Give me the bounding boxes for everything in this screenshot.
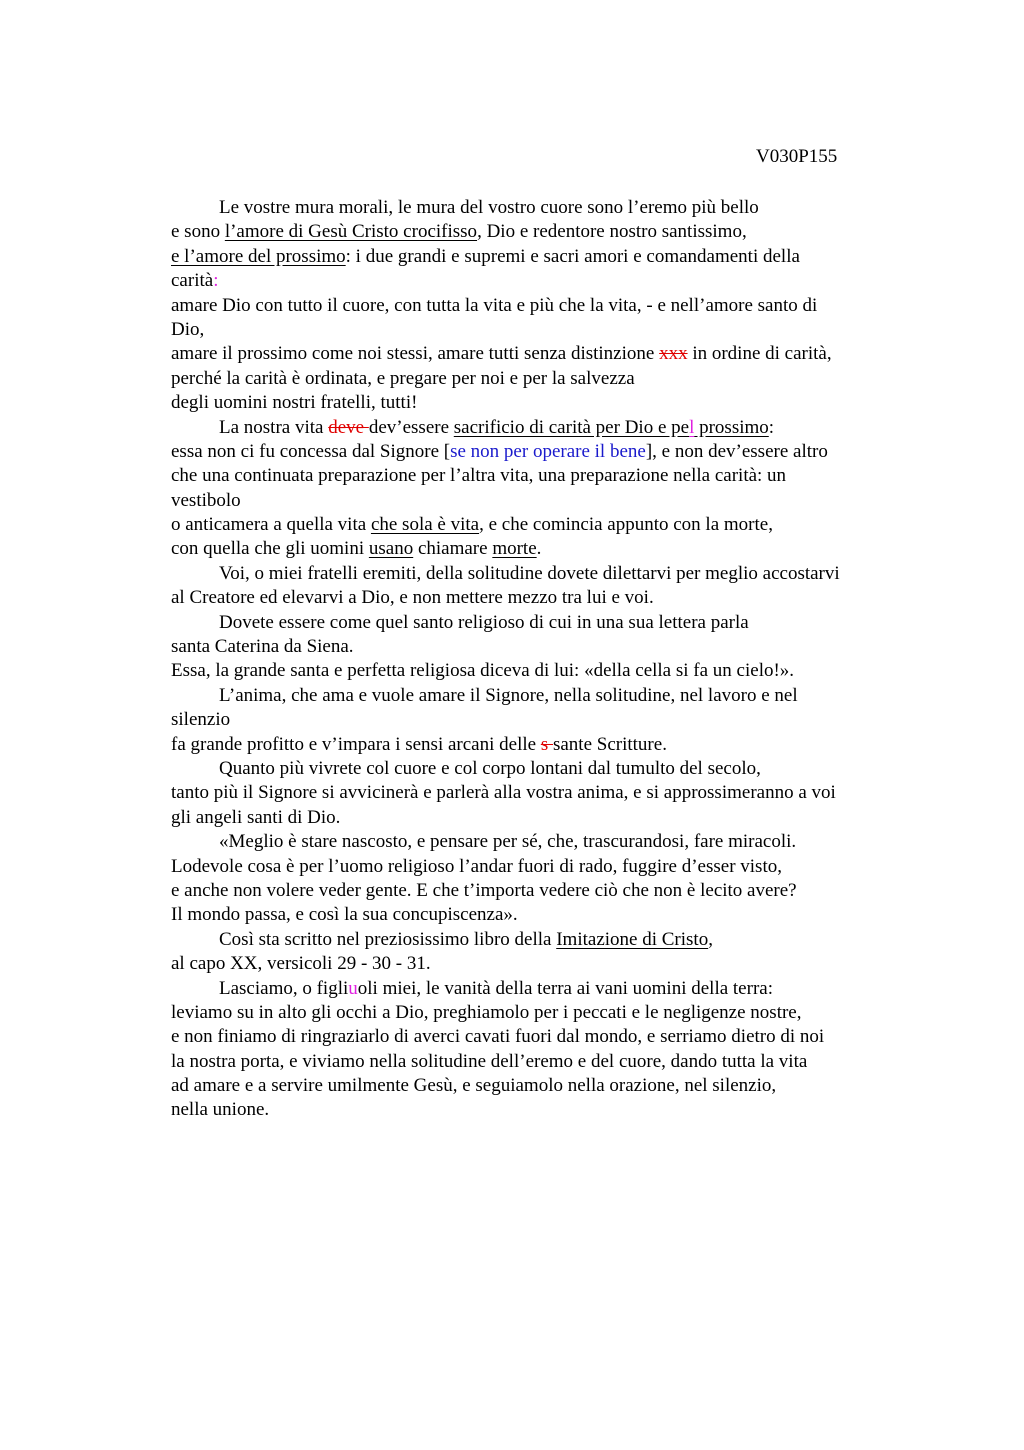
text-segment: e anche non volere veder gente. E che t’importa vedere ciò che non è lecito avere?	[171, 879, 797, 901]
text-segment: :	[768, 416, 775, 438]
text-line	[171, 708, 911, 732]
text-segment: ], e non dev’essere altro	[645, 440, 828, 462]
text-line	[171, 1050, 911, 1074]
underlined-text: usano	[368, 538, 414, 560]
underlined-text: che sola è vita	[370, 514, 480, 536]
text-segment: «Meglio è stare nascosto, e pensare per sé, che, trascurandosi, fare miracoli.	[219, 831, 797, 853]
text-segment: Essa, la grande santa e perfetta religiosa diceva di lui: «della cella si fa un cielo!».	[171, 660, 795, 682]
text-line	[171, 928, 911, 952]
text-line	[171, 220, 911, 244]
inserted-text: se non per operare il bene	[450, 440, 646, 462]
text-line	[171, 245, 911, 269]
underlined-text: morte	[492, 538, 537, 560]
text-segment: santa Caterina da Siena.	[171, 636, 354, 658]
text-segment: leviamo su in alto gli occhi a Dio, preghiamolo per i peccati e le negligenze nostre,	[171, 1001, 802, 1023]
text-line	[171, 537, 911, 561]
text-line	[171, 318, 911, 342]
text-segment: Voi, o miei fratelli eremiti, della solitudine dovete dilettarvi per meglio accostarvi	[219, 562, 840, 584]
text-segment: Così sta scritto nel preziosissimo libro della	[219, 928, 557, 950]
text-segment: silenzio	[171, 709, 231, 731]
text-line	[171, 903, 911, 927]
text-segment: amare il prossimo come noi stessi, amare tutti senza distinzione	[171, 343, 660, 365]
text-line	[171, 513, 911, 537]
text-segment: e non finiamo di ringraziarlo di averci cavati fuori dal mondo, e serriamo dietro di noi	[171, 1026, 825, 1048]
text-line	[171, 781, 911, 805]
text-segment: chiamare	[413, 538, 493, 560]
text-line	[171, 733, 911, 757]
text-segment: Le vostre mura morali, le mura del vostro cuore sono l’eremo più bello	[219, 197, 759, 218]
text-segment: Il mondo passa, e così la sua concupiscenza».	[171, 904, 518, 926]
text-segment: oli miei, le vanità della terra ai vani uomini della terra:	[357, 977, 773, 999]
text-line	[171, 611, 911, 635]
text-segment: ,	[708, 928, 713, 950]
text-segment: gli angeli santi di Dio.	[171, 806, 341, 828]
text-line	[171, 1074, 911, 1098]
text-segment: la nostra porta, e viviamo nella solitudine dell’eremo e del cuore, dando tutta la vita	[171, 1050, 808, 1072]
text-segment: dev’essere	[368, 416, 454, 438]
deleted-text: deve	[328, 416, 369, 438]
text-segment: , e che comincia appunto con la morte,	[479, 514, 773, 536]
deleted-text: xxx	[659, 343, 688, 365]
text-line	[171, 1001, 911, 1025]
text-segment: Dio,	[171, 318, 205, 340]
text-line	[171, 757, 911, 781]
underlined-text: e l’amore del prossimo	[171, 245, 346, 267]
text-segment: L’anima, che ama e vuole amare il Signore, nella solitudine, nel lavoro e nel	[219, 684, 798, 706]
deleted-text: s	[540, 733, 553, 755]
text-segment: in ordine di carità,	[687, 343, 832, 365]
text-segment: : i due grandi e supremi e sacri amori e comandamenti della	[345, 245, 800, 267]
text-segment: che una continuata preparazione per l’altra vita, una preparazione nella carità: un	[171, 465, 787, 487]
text-segment: Lasciamo, o figli	[219, 977, 349, 999]
text-line	[171, 342, 911, 366]
corrected-text: :	[213, 270, 219, 292]
underlined-text: l’amore di Gesù Cristo crocifisso	[224, 221, 478, 243]
text-line	[171, 416, 911, 440]
text-segment: nella unione.	[171, 1099, 270, 1121]
text-line	[171, 635, 911, 659]
text-segment: .	[536, 538, 542, 560]
text-line	[171, 440, 911, 464]
text-segment: Lodevole cosa è per l’uomo religioso l’andar fuori di rado, fuggire d’esser visto,	[171, 855, 782, 877]
underlined-text: Imitazione di Cristo	[556, 928, 709, 950]
text-segment: amare Dio con tutto il cuore, con tutta la vita e più che la vita, - e nell’amore santo di	[171, 294, 818, 316]
corrected-text: u	[348, 977, 358, 999]
text-segment: e sono	[171, 221, 225, 243]
text-line	[171, 586, 911, 610]
text-segment: ad amare e a servire umilmente Gesù, e seguiamolo nella orazione, nel silenzio,	[171, 1075, 777, 1097]
text-line	[171, 562, 911, 586]
text-line	[171, 977, 911, 1001]
text-segment: La nostra vita	[219, 416, 329, 438]
page-id: V030P155	[756, 146, 838, 167]
text-segment: al capo XX, versicoli 29 - 30 - 31.	[171, 953, 431, 975]
text-segment: o anticamera a quella vita	[171, 514, 371, 536]
text-segment: Dovete essere come quel santo religioso di cui in una sua lettera parla	[219, 611, 749, 633]
text-line	[171, 952, 911, 976]
text-line	[171, 855, 911, 879]
underlined-text: prossimo	[694, 416, 769, 438]
text-segment: vestibolo	[171, 489, 241, 511]
text-segment: degli uomini nostri fratelli, tutti!	[171, 392, 418, 414]
text-line	[171, 294, 911, 318]
text-line	[171, 489, 911, 513]
text-segment: carità	[171, 270, 214, 292]
text-line	[171, 269, 911, 293]
text-line	[171, 196, 911, 220]
text-segment: essa non ci fu concessa dal Signore [	[171, 440, 451, 462]
text-segment: , Dio e redentore nostro santissimo,	[477, 221, 747, 243]
text-segment: fa grande profitto e v’impara i sensi arcani delle	[171, 733, 541, 755]
text-line	[171, 659, 911, 683]
underlined-text: sacrificio di carità per Dio e pe	[453, 416, 690, 438]
corrected-text: l	[689, 416, 695, 438]
text-line	[171, 367, 911, 391]
text-line	[171, 1098, 911, 1122]
text-line	[171, 830, 911, 854]
document-body	[171, 196, 911, 1123]
text-line	[171, 1025, 911, 1049]
text-segment: Quanto più vivrete col cuore e col corpo lontani dal tumulto del secolo,	[219, 757, 761, 779]
text-segment: al Creatore ed elevarvi a Dio, e non mettere mezzo tra lui e voi.	[171, 587, 654, 609]
text-line	[171, 464, 911, 488]
text-line	[171, 391, 911, 415]
text-segment: con quella che gli uomini	[171, 538, 369, 560]
text-line	[171, 684, 911, 708]
text-segment: sante Scritture.	[552, 733, 667, 755]
text-line	[171, 806, 911, 830]
text-line	[171, 879, 911, 903]
text-segment: tanto più il Signore si avvicinerà e parlerà alla vostra anima, e si approssimeranno a voi	[171, 782, 836, 804]
text-segment: perché la carità è ordinata, e pregare per noi e per la salvezza	[171, 367, 635, 389]
